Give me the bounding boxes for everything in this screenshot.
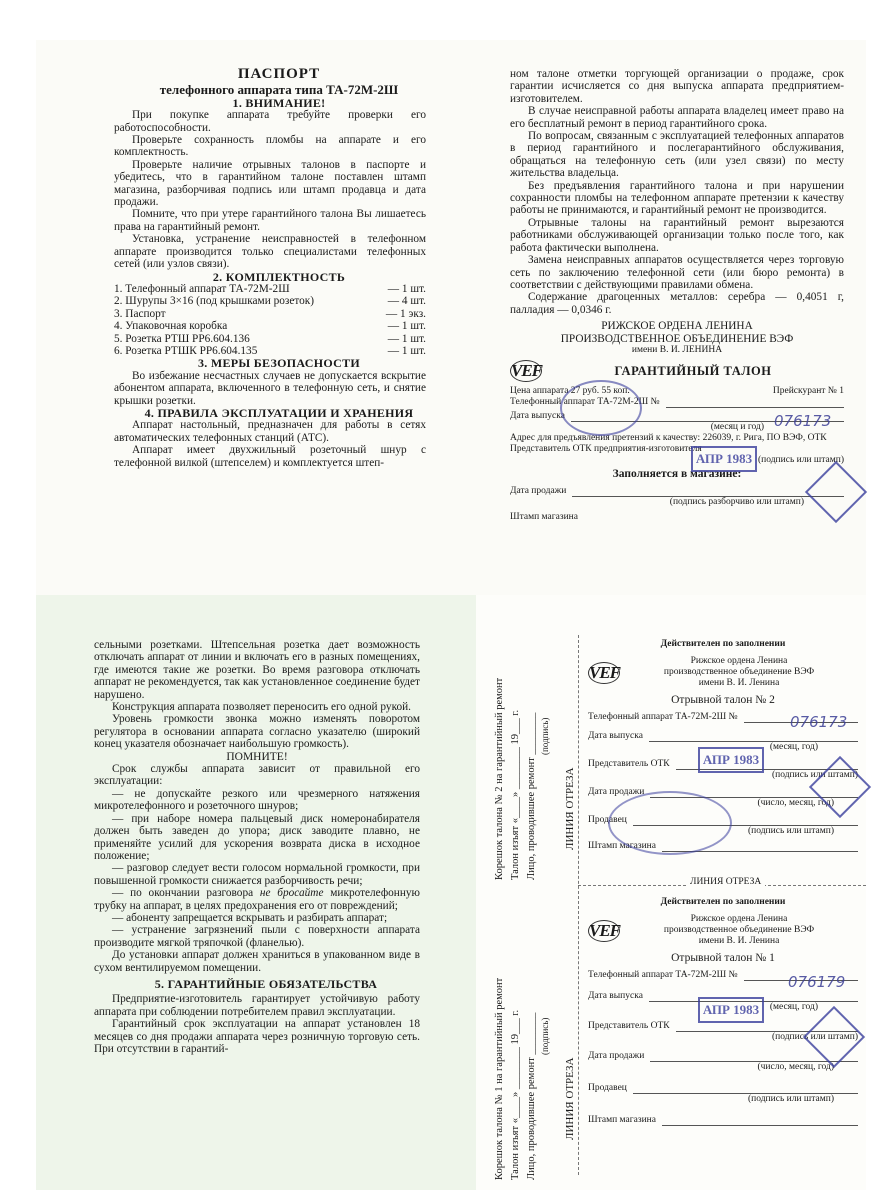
section-1-p4: Помните, что при утере гарантийного талона Вы лишаетесь права на гарантийный ремонт. xyxy=(114,208,426,233)
sale-date-row xyxy=(510,486,844,497)
section-2-title: 2. КОМПЛЕКТНОСТЬ xyxy=(212,269,346,284)
kit-item-qty: — 1 экз. xyxy=(385,307,426,320)
sale-date-hint: (число, месяц, год) xyxy=(757,798,834,808)
org-line-3: имени В. И. Ленина xyxy=(698,936,780,946)
coupon-1-org xyxy=(588,914,858,947)
rule-3: — разговор следует вести голосом нормальной громкости, при повышенной громкости снижается разборчивость речи; xyxy=(94,862,420,887)
stub-2-taken: Талон изъят «____» ________ 19___ г. xyxy=(510,709,521,880)
shop-stamp-label: Штамп магазина xyxy=(588,841,656,851)
org-line-1: РИЖСКОЕ ОРДЕНА ЛЕНИНА xyxy=(601,320,753,333)
kit-item xyxy=(114,295,426,307)
coupon-2-org-text xyxy=(620,656,858,689)
top-right-p7: Содержание драгоценных металлов: серебра — 0,4051 г, палладия — 0,0346 г. xyxy=(510,291,844,316)
coupon-1-sale-row xyxy=(588,1051,858,1062)
seller-hint: (подпись или штамп) xyxy=(748,1094,834,1104)
section-1-p3: Проверьте наличие отрывных талонов в паспорте и убедитесь, что в гарантийном талоне поставлен штамп магазина, разборчивая подпись или штамп продавца и дата продажи. xyxy=(114,158,426,209)
rule-1: — не допускайте резкого или чрезмерного натяжения микротелефонного и розеточного шнуров; xyxy=(94,787,420,813)
section-1-p1: При покупке аппарата требуйте проверки его работоспособности. xyxy=(114,109,426,134)
sale-date-hint: (подпись разборчиво или штамп) xyxy=(669,497,804,508)
section-4-p2: Аппарат имеет двухжильный розеточный шнур с телефонной вилкой (штепселем) и комплектуется штеп- xyxy=(114,444,426,469)
handwritten-serial: 076173 xyxy=(790,713,848,731)
price-row xyxy=(510,386,844,397)
section-4-p1: Аппарат настольный, предназначен для работы в сетях автоматических телефонных станций (АТС). xyxy=(114,419,426,444)
manufacturer-name xyxy=(510,320,844,356)
stub-2-person: Лицо, проводившее ремонт ________ xyxy=(526,712,537,880)
shop-stamp-label: Штамп магазина xyxy=(510,512,578,523)
kit-item-qty: — 1 шт. xyxy=(387,344,426,357)
remember-heading: ПОМНИТЕ! xyxy=(226,750,288,763)
bottom-left-p3: Уровень громкости звонка можно изменять поворотом регулятора в основании аппарата согласно указателю (широкий конец указателя обозначает наибольшую громкость). xyxy=(94,713,420,751)
top-right-p2: В случае неисправной работы аппарата владелец имеет право на его бесплатный ремонт в период гарантийного срока. xyxy=(510,105,844,130)
top-right-p5: Отрывные талоны на гарантийный ремонт вырезаются работниками обслуживающей организации только после того, как работа фактически выполнена. xyxy=(510,216,844,254)
section-5-title: 5. ГАРАНТИЙНЫЕ ОБЯЗАТЕЛЬСТВА xyxy=(154,976,378,991)
quadrant-bottom-right xyxy=(476,595,866,1190)
release-label: Дата выпуска xyxy=(510,410,565,421)
rule-4-emphasis: не бросайте xyxy=(259,887,324,900)
kit-item-name: 3. Паспорт xyxy=(114,307,166,320)
stub-1-label: Корешок талона № 1 на гарантийный ремонт xyxy=(494,977,505,1180)
kit-item xyxy=(114,308,426,320)
top-right-p1: ном талоне отметки торгующей организации о продаже, срок гарантии исчисляется со дня выпуска аппарата предприятием-изготовителем. xyxy=(510,68,844,105)
rule-4 xyxy=(94,887,420,912)
seller-label: Продавец xyxy=(588,1083,627,1093)
date-stamp: АПР 1983 xyxy=(691,446,757,472)
bottom-left-p7: Гарантийный срок эксплуатации на аппарат установлен 18 месяцев со дня продажи аппарата через розничную торговую сеть. При отсутствии в гарантий- xyxy=(94,1018,420,1055)
section-4-title: 4. ПРАВИЛА ЭКСПЛУАТАЦИИ И ХРАНЕНИЯ xyxy=(144,405,414,420)
cut-line-vertical xyxy=(578,635,579,1175)
kit-item-name: 5. Розетка РТШ РР6.604.136 xyxy=(114,332,250,345)
org-line-3: имени В. И. ЛЕНИНА xyxy=(631,344,723,355)
section-1-title: 1. ВНИМАНИЕ! xyxy=(232,95,326,110)
cut-line-label-2: ЛИНИЯ ОТРЕЗА xyxy=(564,767,576,850)
vef-logo-icon: VEF xyxy=(589,920,621,940)
release-hint: (месяц, год) xyxy=(769,742,818,752)
model-blank xyxy=(666,406,844,408)
kit-item xyxy=(114,333,426,345)
release-hint: (месяц и год) xyxy=(710,421,764,432)
text-column-top-left xyxy=(114,68,426,469)
cut-line-horizontal-label: ЛИНИЯ ОТРЕЗА xyxy=(686,877,765,888)
shop-blank xyxy=(662,1124,858,1126)
passport-sheet xyxy=(36,40,866,1190)
rule-5: — абоненту запрещается вскрывать и разбирать аппарат; xyxy=(112,911,388,924)
quadrant-top-right xyxy=(476,40,866,595)
model-label: Телефонный аппарат ТА-72М-2Ш № xyxy=(510,396,660,407)
price-text: Цена аппарата 27 руб. 55 коп. xyxy=(510,385,630,396)
coupon-1-title: Отрывной талон № 1 xyxy=(671,952,775,964)
sale-date-hint: (число, месяц, год) xyxy=(757,1062,834,1072)
coupon-1-valid: Действителен по заполнении xyxy=(660,897,786,907)
otk-label: Представитель ОТК xyxy=(588,759,670,769)
seller-hint: (подпись или штамп) xyxy=(748,826,834,836)
passport-subtitle: телефонного аппарата типа ТА-72М-2Ш xyxy=(159,82,399,98)
org-line-2: ПРОИЗВОДСТВЕННОЕ ОБЪЕДИНЕНИЕ ВЭФ xyxy=(560,332,794,345)
rule-6: — устранение загрязнений пыли с поверхности аппарата производите мягкой тряпочкой (фланелью). xyxy=(94,924,420,949)
org-line-1: Рижское ордена Ленина xyxy=(690,914,788,924)
top-right-p4: Без предъявления гарантийного талона и при нарушении сохранности пломбы на телефонном аппарате претензии к качеству работы не принимаются, и гарантийный ремонт не производится. xyxy=(510,179,844,217)
kit-item-name: 1. Телефонный аппарат ТА-72М-2Ш xyxy=(114,282,290,295)
stub-1-sig: (подпись) xyxy=(540,1017,550,1055)
passport-title: ПАСПОРТ xyxy=(237,66,321,82)
bottom-left-p5: До установки аппарат должен храниться в упакованном виде в сухом вентилируемом помещении. xyxy=(94,949,420,974)
shop-stamp-label: Штамп магазина xyxy=(588,1115,656,1125)
kit-item xyxy=(114,283,426,295)
kit-item-qty: — 1 шт. xyxy=(387,320,426,333)
section-3-p1: Во избежание несчастных случаев не допускается вскрытие абонентом аппарата, включенного в телефонную сеть, и снятие крышки розетки. xyxy=(114,369,426,407)
filled-in-shop-label: Заполняется в магазине: xyxy=(612,467,742,480)
kit-item-name: 6. Розетка РТШК РР6.604.135 xyxy=(114,344,258,357)
coupon-2-org xyxy=(588,656,858,689)
rule-4-end: микротелефонную трубку на аппарат, в целях предохранения его от повреждений; xyxy=(94,887,420,912)
release-blank xyxy=(649,740,858,742)
quadrant-bottom-left xyxy=(36,595,476,1190)
kit-item-qty: — 1 шт. xyxy=(387,332,426,345)
claims-address: Адрес для предъявления претензий к качеству: 226039, г. Рига, ПО ВЭФ, ОТК xyxy=(510,432,827,443)
release-label: Дата выпуска xyxy=(588,731,643,741)
date-stamp: АПР 1983 xyxy=(698,997,764,1023)
stub-1-taken: Талон изъят «____» ________ 19___ г. xyxy=(510,1009,521,1180)
seller-label: Продавец xyxy=(588,815,627,825)
org-line-3: имени В. И. Ленина xyxy=(698,678,780,688)
handwritten-serial: 076173 xyxy=(774,412,832,430)
kit-item-qty: — 4 шт. xyxy=(387,295,426,308)
release-label: Дата выпуска xyxy=(588,991,643,1001)
warranty-card-header xyxy=(510,360,844,382)
section-1-p2: Проверьте сохранность пломбы на аппарате и его комплектность. xyxy=(114,134,426,159)
kit-item-name: 2. Шурупы 3×16 (под крышками розеток) xyxy=(114,295,315,308)
vef-logo-icon: VEF xyxy=(511,360,543,380)
coupon-1-org-text xyxy=(620,914,858,947)
rule-2: — при наборе номера пальцевый диск номеронабирателя должен быть заведен до упора; диск заводите плавно, не применяйте усилий для ускорения возврата диска в исходное положение; xyxy=(94,812,420,862)
coupon-2-release-row xyxy=(588,731,858,742)
ink-loop-mark xyxy=(608,791,732,855)
stub-1-person: Лицо, проводившее ремонт ________ xyxy=(526,1012,537,1180)
org-line-2: производственное объединение ВЭФ xyxy=(663,925,815,935)
warranty-card-title: ГАРАНТИЙНЫЙ ТАЛОН xyxy=(614,363,772,378)
text-column-top-right xyxy=(510,68,844,523)
section-3-title: 3. МЕРЫ БЕЗОПАСНОСТИ xyxy=(197,356,361,371)
sale-date-label: Дата продажи xyxy=(588,1051,645,1061)
release-hint: (месяц, год) xyxy=(769,1002,818,1012)
coupon-1-shop-row xyxy=(588,1115,858,1126)
org-line-1: Рижское ордена Ленина xyxy=(690,656,788,666)
top-right-p6: Замена неисправных аппаратов осуществляется через торговую сеть по заключению телефонной сети (или бюро ремонта) в соответствии с действующими правилами обмена. xyxy=(510,254,844,291)
org-line-2: производственное объединение ВЭФ xyxy=(663,667,815,677)
cut-line-label-1: ЛИНИЯ ОТРЕЗА xyxy=(564,1057,576,1140)
date-stamp: АПР 1983 xyxy=(698,747,764,773)
otk-hint: (подпись или штамп) xyxy=(772,770,858,780)
coupon-2-title: Отрывной талон № 2 xyxy=(671,694,775,706)
bottom-left-p2: Конструкция аппарата позволяет переносить его одной рукой. xyxy=(112,701,412,714)
kit-item-qty: — 1 шт. xyxy=(387,282,426,295)
handwritten-serial: 076179 xyxy=(788,973,846,991)
ink-loop-mark xyxy=(560,380,642,436)
otk-hint: (подпись или штамп) xyxy=(772,1032,858,1042)
pricelist-text: Прейскурант № 1 xyxy=(772,385,844,396)
kit-item xyxy=(114,320,426,332)
otk-hint: (подпись или штамп) xyxy=(758,454,844,465)
section-1-p5: Установка, устранение неисправностей в телефонном аппарате производится только специалистами телефонных сетей (или узлов связи). xyxy=(114,233,426,271)
bottom-left-p6: Предприятие-изготовитель гарантирует устойчивую работу аппарата при соблюдении потребителем правил эксплуатации. xyxy=(94,993,420,1018)
text-column-bottom-left xyxy=(94,639,420,1055)
stub-2-label: Корешок талона № 2 на гарантийный ремонт xyxy=(494,677,505,880)
sale-date-label: Дата продажи xyxy=(510,486,567,497)
top-right-p3: По вопросам, связанным с эксплуатацией телефонных аппаратов в период гарантийного и послегарантийного обслуживания, обращаться на телефонную сеть (или узел связи) по месту жительства владельца. xyxy=(510,130,844,180)
vef-logo-icon: VEF xyxy=(589,662,621,682)
rule-4-start: — по окончании разговора xyxy=(112,887,260,900)
sale-date-label: Дата продажи xyxy=(588,787,645,797)
otk-label: Представитель ОТК xyxy=(588,1021,670,1031)
coupon-1-seller-row xyxy=(588,1083,858,1094)
quadrant-top-left xyxy=(36,40,476,595)
otk-label: Представитель ОТК предприятия-изготовителя xyxy=(510,443,702,454)
bottom-left-p4: Срок службы аппарата зависит от правильной его эксплуатации: xyxy=(94,763,420,788)
model-label: Телефонный аппарат ТА-72М-2Ш № xyxy=(588,970,738,980)
model-label: Телефонный аппарат ТА-72М-2Ш № xyxy=(588,712,738,722)
coupon-2-valid: Действителен по заполнении xyxy=(660,639,786,649)
kit-item-name: 4. Упаковочная коробка xyxy=(114,320,228,333)
stub-2-sig: (подпись) xyxy=(540,717,550,755)
bottom-left-p1: сельными розетками. Штепсельная розетка дает возможность отключать аппарат от линии и включать его в разных помещениях, где имеются такие же розетки. Во время разговора отключать аппарат не рекомендуется, так как установленное соединение будет нарушено. xyxy=(94,639,420,701)
